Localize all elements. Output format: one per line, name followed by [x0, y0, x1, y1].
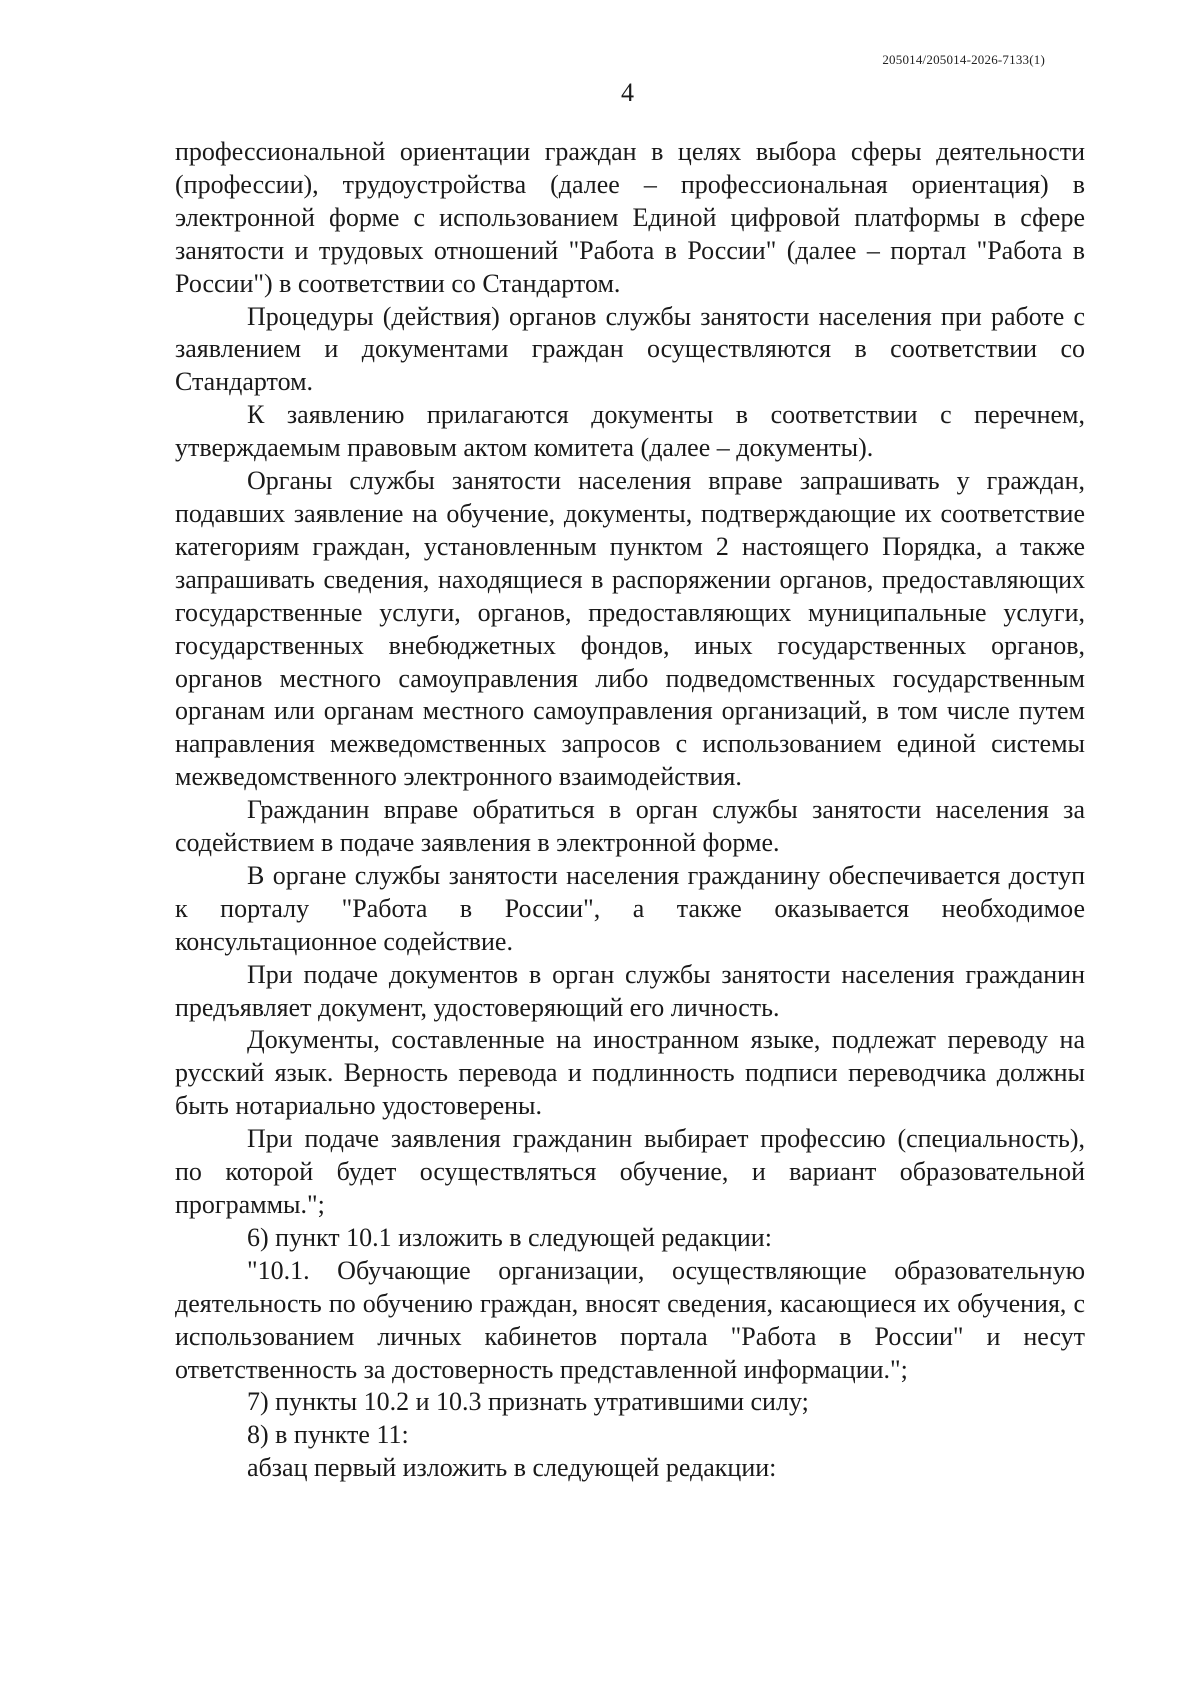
paragraph-attachments: К заявлению прилагаются документы в соответствии с перечнем, утверждаемым правовым актом комитета (далее – документы).: [175, 400, 1085, 463]
paragraph-item-6: 6) пункт 10.1 изложить в следующей редакции:: [247, 1222, 772, 1252]
paragraph-item-8: 8) в пункте 11:: [247, 1420, 409, 1450]
paragraph-first-abzac: абзац первый изложить в следующей редакции:: [247, 1453, 777, 1483]
paragraph-item-10-1: "10.1. Обучающие организации, осуществляющие образовательную деятельность по обучению граждан, вносят сведения, касающиеся их обучения, с использованием личных кабинетов портала "Работа в России" и несут ответственность за достоверность представленной информации.";: [175, 1255, 1085, 1384]
paragraph-identity: При подаче документов в орган службы занятости населения гражданин предъявляет документ, удостоверяющий его личность.: [175, 959, 1085, 1022]
document-id: 205014/205014-2026-7133(1): [882, 52, 1045, 67]
paragraph-translation: Документы, составленные на иностранном языке, подлежат переводу на русский язык. Верность перевода и подлинность подписи переводчика должны быть нотариально удостоверены.: [175, 1025, 1085, 1121]
page-number: 4: [621, 78, 634, 107]
document-body: [175, 136, 1085, 1485]
paragraph-profession-choice: При подаче заявления гражданин выбирает профессию (специальность), по которой будет осуществляться обучение, и вариант образовательной программы.";: [175, 1124, 1085, 1219]
paragraph-portal-access: В органе службы занятости населения гражданину обеспечивается доступ к порталу "Работа в России", а также оказывается необходимое консультационное содействие.: [175, 860, 1085, 956]
paragraph-requests: Органы службы занятости населения вправе запрашивать у граждан, подавших заявление на обучение, документы, подтверждающие их соответствие категориям граждан, установленным пунктом 2 настоящего Порядка, а также запрашивать сведения, находящиеся в распоряжении органов, предоставляющих государственные услуги, органов, предоставляющих муниципальные услуги, государственных внебюджетных фондов, иных государственных органов, органов местного самоуправления либо подведомственных государственным органам или органам местного самоуправления организаций, в том числе путем направления межведомственных запросов с использованием единой системы межведомственного электронного взаимодействия.: [175, 466, 1085, 792]
paragraph-item-7: 7) пункты 10.2 и 10.3 признать утратившими силу;: [247, 1387, 809, 1417]
paragraph-continuation: профессиональной ориентации граждан в целях выбора сферы деятельности (профессии), трудоустройства (далее – профессиональная ориентация) в электронной форме с использованием Единой цифровой платформы в сфере занятости и трудовых отношений "Работа в России" (далее – портал "Работа в России") в соответствии со Стандартом.: [175, 137, 1085, 298]
paragraph-assistance: Гражданин вправе обратиться в орган службы занятости населения за содействием в подаче заявления в электронной форме.: [175, 795, 1085, 858]
paragraph-procedures: Процедуры (действия) органов службы занятости населения при работе с заявлением и документами граждан осуществляются в соответствии со Стандартом.: [175, 301, 1085, 397]
